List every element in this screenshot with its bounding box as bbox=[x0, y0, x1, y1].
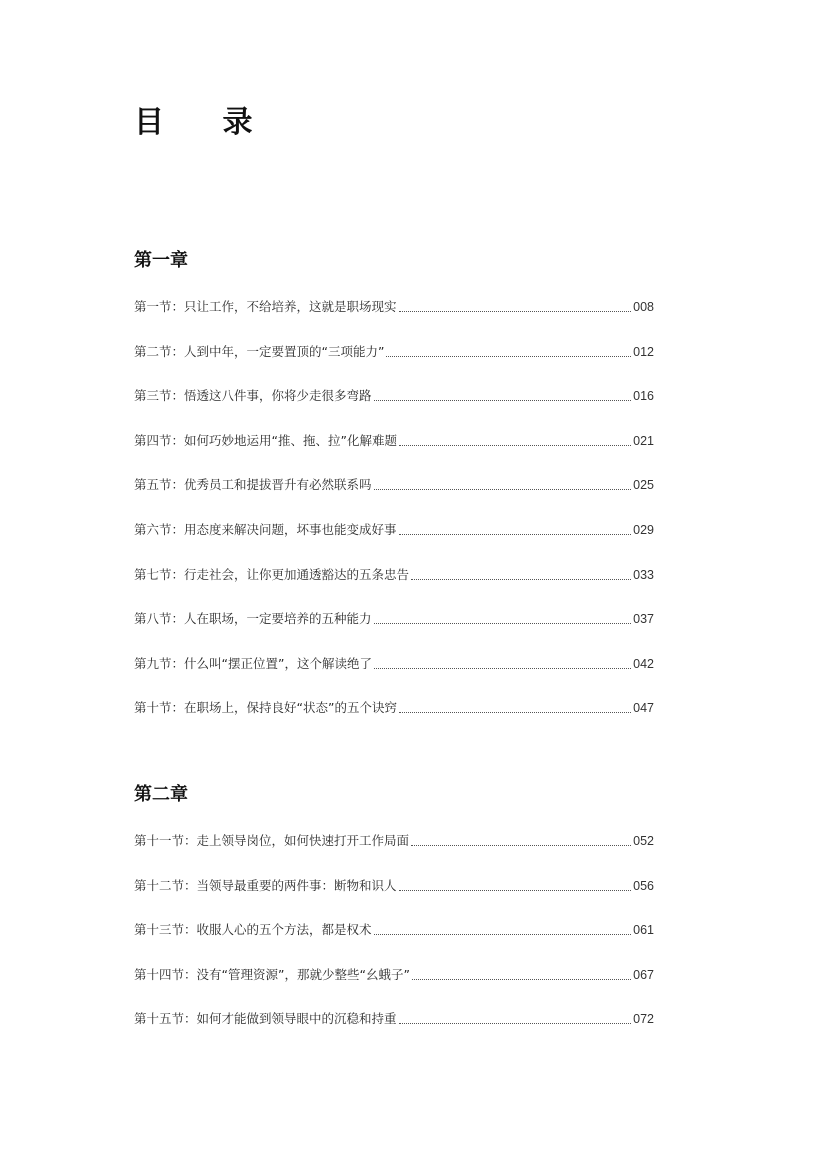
toc-entry-label: 第九节： bbox=[134, 656, 185, 671]
toc-entry-page-number: 052 bbox=[633, 834, 654, 848]
toc-entry-title: 收服人心的五个方法，都是权术 bbox=[196, 922, 372, 937]
chapter-heading: 第二章 bbox=[134, 784, 188, 805]
dot-leader bbox=[374, 668, 631, 669]
dot-leader bbox=[412, 979, 631, 980]
toc-entry-label: 第十三节： bbox=[134, 922, 197, 937]
dot-leader bbox=[399, 890, 632, 891]
toc-entry-title: 只让工作，不给培养，这就是职场现实 bbox=[184, 299, 397, 314]
toc-entry-title: 在职场上，保持良好“状态”的五个诀窍 bbox=[184, 700, 397, 715]
toc-entry-label: 第七节： bbox=[134, 567, 185, 582]
toc-entry[interactable] bbox=[134, 1010, 654, 1028]
toc-entry-title: 行走社会，让你更加通透豁达的五条忠告 bbox=[184, 567, 410, 582]
toc-entry[interactable] bbox=[134, 521, 654, 539]
toc-entry-title: 如何才能做到领导眼中的沉稳和持重 bbox=[196, 1011, 397, 1026]
dot-leader bbox=[411, 845, 631, 846]
toc-entry-page-number: 061 bbox=[633, 923, 654, 937]
toc-entry[interactable] bbox=[134, 432, 654, 450]
toc-entry-label: 第三节： bbox=[134, 388, 185, 403]
toc-entry-title: 当领导最重要的两件事：断物和识人 bbox=[196, 878, 397, 893]
dot-leader bbox=[374, 489, 632, 490]
toc-entry-page-number: 029 bbox=[633, 523, 654, 537]
dot-leader bbox=[374, 400, 632, 401]
toc-entry-title: 用态度来解决问题，坏事也能变成好事 bbox=[184, 522, 397, 537]
toc-entry-page-number: 021 bbox=[633, 434, 654, 448]
toc-entry-page-number: 042 bbox=[633, 657, 654, 671]
toc-entry-page-number: 056 bbox=[633, 879, 654, 893]
dot-leader bbox=[386, 356, 631, 357]
toc-entry-label: 第二节： bbox=[134, 344, 185, 359]
toc-entry[interactable] bbox=[134, 699, 654, 717]
toc-entry[interactable] bbox=[134, 655, 654, 673]
toc-entry-page-number: 047 bbox=[633, 701, 654, 715]
toc-entry[interactable] bbox=[134, 566, 654, 584]
dot-leader bbox=[411, 579, 631, 580]
page-title: 目 录 bbox=[134, 105, 277, 140]
toc-entry-title: 如何巧妙地运用“推、拖、拉”化解难题 bbox=[184, 433, 397, 448]
toc-entry[interactable] bbox=[134, 387, 654, 405]
toc-entry-label: 第十节： bbox=[134, 700, 185, 715]
toc-entry-page-number: 016 bbox=[633, 389, 654, 403]
toc-entry-page-number: 025 bbox=[633, 478, 654, 492]
toc-entry[interactable] bbox=[134, 298, 654, 316]
toc-entry-title: 没有“管理资源”，那就少整些“幺蛾子” bbox=[196, 967, 410, 982]
chapter-heading: 第一章 bbox=[134, 250, 188, 271]
toc-entry[interactable] bbox=[134, 343, 654, 361]
toc-entry-label: 第八节： bbox=[134, 611, 185, 626]
toc-entry-title: 走上领导岗位，如何快速打开工作局面 bbox=[196, 833, 410, 848]
dot-leader bbox=[374, 623, 632, 624]
toc-entry[interactable] bbox=[134, 610, 654, 628]
toc-entry-label: 第十二节： bbox=[134, 878, 197, 893]
toc-entry-title: 什么叫“摆正位置”，这个解读绝了 bbox=[184, 656, 372, 671]
toc-entry-title: 人在职场，一定要培养的五种能力 bbox=[184, 611, 372, 626]
toc-entry-title: 人到中年，一定要置顶的“三项能力” bbox=[184, 344, 385, 359]
dot-leader bbox=[399, 712, 631, 713]
toc-entry-label: 第一节： bbox=[134, 299, 185, 314]
toc-entry-label: 第五节： bbox=[134, 477, 185, 492]
toc-entry-page-number: 033 bbox=[633, 568, 654, 582]
toc-entry-page-number: 037 bbox=[633, 612, 654, 626]
toc-entry-label: 第六节： bbox=[134, 522, 185, 537]
toc-entry[interactable] bbox=[134, 966, 654, 984]
dot-leader bbox=[399, 534, 632, 535]
toc-entry[interactable] bbox=[134, 832, 654, 850]
toc-entry-page-number: 072 bbox=[633, 1012, 654, 1026]
toc-entry[interactable] bbox=[134, 921, 654, 939]
toc-entry-label: 第十四节： bbox=[134, 967, 197, 982]
toc-entry-label: 第四节： bbox=[134, 433, 185, 448]
toc-entry[interactable] bbox=[134, 476, 654, 494]
dot-leader bbox=[399, 445, 631, 446]
toc-entry-label: 第十五节： bbox=[134, 1011, 197, 1026]
toc-entry-label: 第十一节： bbox=[134, 833, 197, 848]
dot-leader bbox=[374, 934, 632, 935]
toc-entry-page-number: 067 bbox=[633, 968, 654, 982]
toc-entry-page-number: 008 bbox=[633, 300, 654, 314]
dot-leader bbox=[399, 1023, 632, 1024]
toc-entry-title: 优秀员工和提拔晋升有必然联系吗 bbox=[184, 477, 372, 492]
toc-entry-page-number: 012 bbox=[633, 345, 654, 359]
toc-entry-title: 悟透这八件事，你将少走很多弯路 bbox=[184, 388, 372, 403]
dot-leader bbox=[399, 311, 632, 312]
toc-entry[interactable] bbox=[134, 877, 654, 895]
